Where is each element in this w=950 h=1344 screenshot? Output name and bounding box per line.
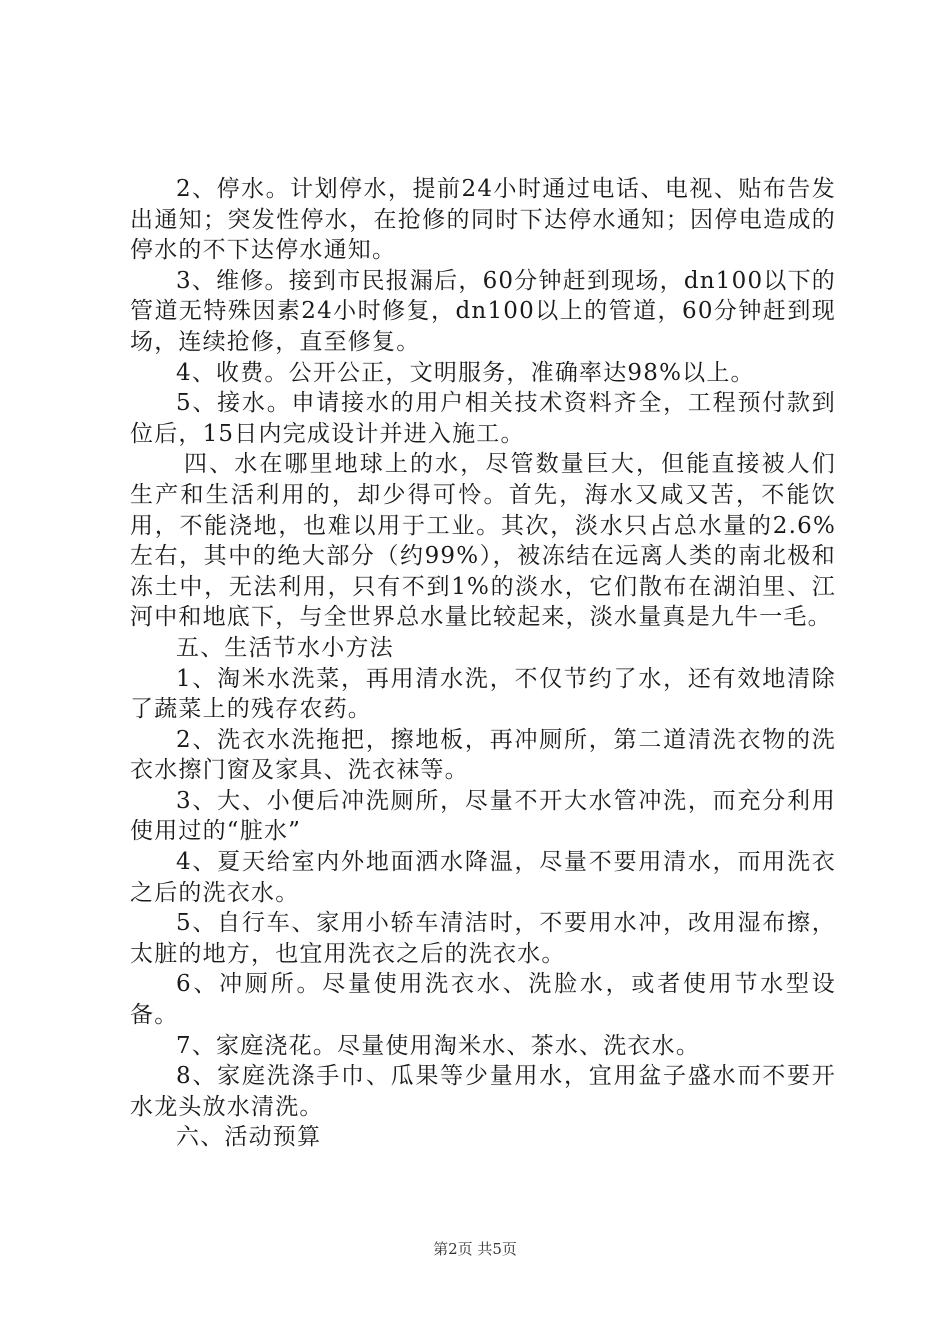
- paragraph-stop-water: 2、停水。计划停水，提前24小时通过电话、电视、贴布告发出通知；突发性停水，在抢修的同时下达停水通知；因停电造成的停水的不下达停水通知。: [130, 176, 836, 264]
- paragraph-connection: 5、接水。申请接水的用户相关技术资料齐全，工程预付款到位后，15日内完成设计并进入施工。: [130, 390, 836, 447]
- tip-laundry-water: 2、洗衣水洗拖把，擦地板，再冲厕所，第二道清洗衣物的洗衣水擦门窗及家具、洗衣袜等。: [130, 726, 836, 784]
- tip-watering-flowers: 7、家庭浇花。尽量使用淘米水、茶水、洗衣水。: [176, 1032, 701, 1059]
- page-number-footer: 第2页 共5页: [433, 1240, 517, 1258]
- tip-toilet-flush: 3、大、小便后冲洗厕所，尽量不开大水管冲洗，而充分利用使用过的“脏水”: [130, 787, 836, 845]
- tip-toilet-reuse: 6、冲厕所。尽量使用洗衣水、洗脸水，或者使用节水型设备。: [130, 971, 836, 1029]
- section-heading-budget: 六、活动预算: [176, 1124, 322, 1151]
- section-heading-water-saving: 五、生活节水小方法: [176, 634, 394, 661]
- tip-car-washing: 5、自行车、家用小轿车清洁时，不要用水冲，改用湿布擦，太脏的地方，也宜用洗衣之后的洗衣水。: [130, 910, 836, 967]
- paragraph-billing: 4、收费。公开公正，文明服务，准确率达98%以上。: [176, 359, 755, 386]
- tip-small-washing: 8、家庭洗涤手巾、瓜果等少量用水，宜用盆子盛水而不要开水龙头放水清洗。: [130, 1063, 836, 1120]
- tip-summer-cooling: 4、夏天给室内外地面洒水降温，尽量不要用清水，而用洗衣之后的洗衣水。: [130, 849, 836, 906]
- document-body: [130, 174, 836, 1153]
- paragraph-repair: 3、维修。接到市民报漏后，60分钟赶到现场，dn100以下的管道无特殊因素24小时修复，dn100以上的管道，60分钟赶到现场，连续抢修，直至修复。: [130, 267, 836, 355]
- tip-rice-water: 1、淘米水洗菜，再用清水洗，不仅节约了水，还有效地清除了蔬菜上的残存农药。: [130, 665, 836, 723]
- paragraph-where-is-water: 四、水在哪里地球上的水，尽管数量巨大，但能直接被人们生产和生活利用的，却少得可怜。首先，海水又咸又苦，不能饮用，不能浇地，也难以用于工业。其次，淡水只占总水量的2.6%左右，其中的绝大部分（约99%），被冻结在远离人类的南北极和冻土中，无法利用，只有不到1%的淡水，它们散布在湖泊里、江河中和地底下，与全世界总水量比较起来，淡水量真是九牛一毛。: [130, 451, 836, 631]
